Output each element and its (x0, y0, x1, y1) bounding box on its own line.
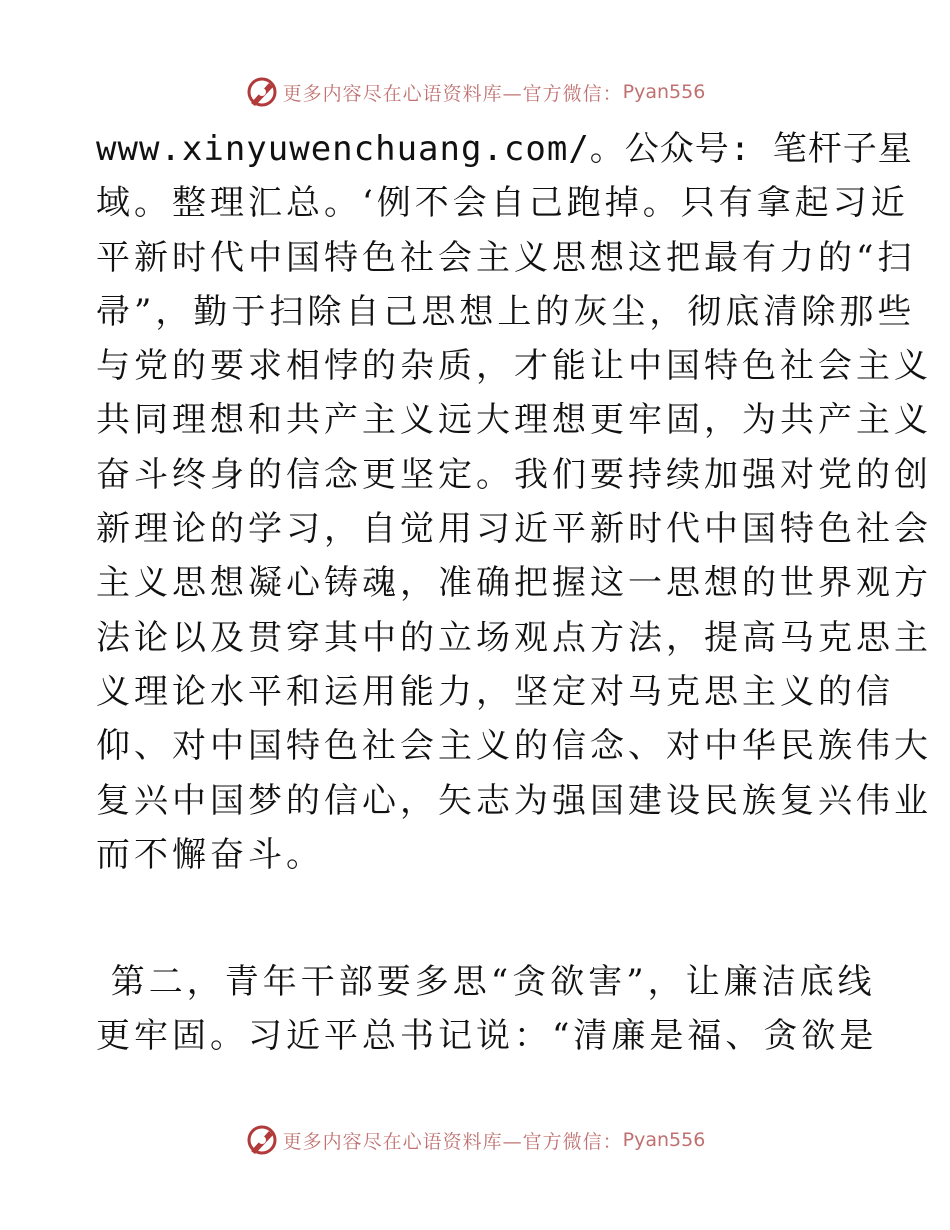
text-line: 域。整理汇总。‘例不会自己跑掉。只有拿起习近 (96, 183, 909, 224)
pen-logo-icon (245, 75, 279, 109)
text-line: 仰、对中国特色社会主义的信念、对中华民族伟大 (96, 726, 932, 767)
footer-wechat-id: Pyan556 (622, 1129, 706, 1151)
text-line: 与党的要求相悖的杂质，才能让中国特色社会主义 (96, 346, 932, 387)
pen-logo-icon (245, 1123, 279, 1157)
text-line: 共同理想和共产主义远大理想更牢固，为共产主义 (96, 400, 932, 441)
header-banner (0, 72, 950, 112)
text-line: 帚”，勤于扫除自己思想上的灰尘，彻底清除那些 (96, 291, 916, 332)
text-line: 而不懈奋斗。 (96, 834, 324, 875)
footer-banner (0, 1120, 950, 1160)
text-line: www.xinyuwenchuang.com/。公众号: 笔杆子星 (96, 129, 913, 169)
paragraph-1 (96, 122, 932, 882)
text-line: 第二，青年干部要多思“贪欲害”，让廉洁底线 (96, 962, 876, 1002)
text-line: 法论以及贯穿其中的立场观点方法，提高马克思主 (96, 617, 932, 658)
header-banner-text: 更多内容尽在心语资料库—官方微信： (282, 82, 623, 105)
footer-banner-text: 更多内容尽在心语资料库—官方微信： (282, 1130, 623, 1153)
header-wechat-id: Pyan556 (622, 81, 706, 103)
text-line: 主义思想凝心铸魂，准确把握这一思想的世界观方 (96, 563, 932, 604)
text-line: 义理论水平和运用能力，坚定对马克思主义的信 (96, 671, 894, 712)
paragraph-2 (96, 955, 878, 1064)
text-line: 复兴中国梦的信心，矢志为强国建设民族复兴伟业 (96, 780, 932, 821)
text-line: 平新时代中国特色社会主义思想这把最有力的“扫 (96, 237, 916, 278)
text-line: 新理论的学习，自觉用习近平新时代中国特色社会 (96, 509, 932, 550)
text-line: 更牢固。习近平总书记说：“清廉是福、贪欲是 (96, 1016, 878, 1057)
text-line: 奋斗终身的信念更坚定。我们要持续加强对党的创 (96, 454, 932, 495)
